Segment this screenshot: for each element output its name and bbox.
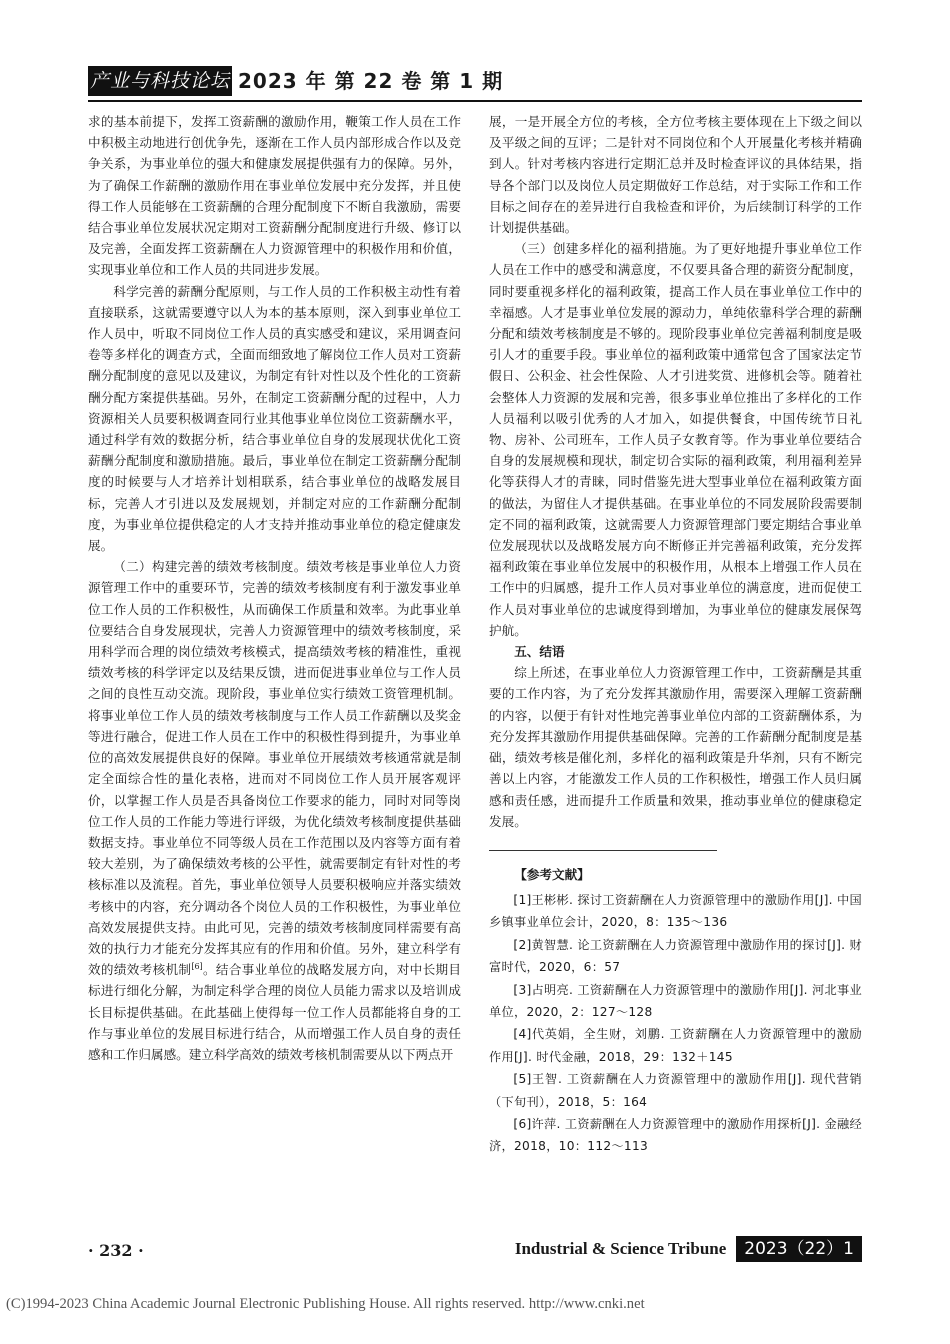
paragraph: 求的基本前提下，发挥工资薪酬的激励作用，鞭策工作人员在工作中积极主动地进行创优争先，逐渐在工作人员内部形成合作以及竞争关系，为事业单位的强大和健康发展提供强有力的保障。另外，为了确保工作薪酬的激励作用在事业单位发展中充分发挥，并且使得工作人员能够在工资薪酬的合理分配制度下不断自我激励，需要结合事业单位发展状况定期对工资薪酬分配制度进行升级、修订以及完善，全面发挥工资薪酬在人力资源管理中的积极作用和价值，实现事业单位和工作人员的共同进步发展。 xyxy=(88,114,461,278)
references-divider xyxy=(489,850,717,851)
page-footer xyxy=(515,1236,862,1262)
journal-english-name: Industrial & Science Tribune xyxy=(514,1239,727,1258)
reference-item: [2]黄智慧. 论工资薪酬在人力资源管理中激励作用的探讨[J]. 财富时代，2020，6：57 xyxy=(489,937,862,975)
paragraph-body: 为了更好地提升事业单位工作人员在工作中的感受和满意度，不仅要具备合理的薪资分配制度，同时要重视多样化的福利政策，提高工作人员在事业单位工作中的幸福感。人才是事业单位发展的源动力，单纯依靠科学合理的薪酬分配和绩效考核制度是不够的。现阶段事业单位完善福利制度是吸引人才的重要手段。事业单位的福利政策中通常包含了国家法定节假日、公积金、社会性保险、人才引进奖赏、进修机会等。随着社会整体人力资源的发展和完善，很多事业单位推出了多样化的工作人员福利以吸引优秀的人才加入，如提供餐食，中国传统节日礼物、房补、公司班车，工作人员子女教育等。作为事业单位要结合自身的发展规模和现状，制定切合实际的福利政策，利用福利差异化等获得人才的青睐，同时借鉴先进大型事业单位在福利政策方面的做法，为留住人才提供基础。在事业单位的不同发展阶段需要制定不同的福利政策，这就需要人力资源管理部门要定期结合事业单位发展现状以及战略发展方向不断修正并完善福利政策，充分发挥福利政策在事业单位发展中的积极作用，从根本上增强工作人员在工作中的归属感，提升工作人员对事业单位的满意度，进而促使工作人员对事业单位的忠诚度得到增加，为事业单位的健康发展保驾护航。 xyxy=(489,241,863,638)
paragraph xyxy=(88,556,461,1065)
reference-item: [4]代英娟，全生财，刘鹏. 工资薪酬在人力资源管理中的激励作用[J]. 时代金融，2018，29：132＋145 xyxy=(489,1027,862,1064)
reference-item: [3]占明亮. 工资薪酬在人力资源管理中的激励作用[J]. 河北事业单位，2020，2：127～128 xyxy=(489,982,862,1019)
issue-label: 2023 年 第 22 卷 第 1 期 xyxy=(238,69,504,93)
subsection-heading: （三）创建多样化的福利措施。 xyxy=(514,241,695,257)
issue-box: 2023（22）1 xyxy=(736,1236,862,1262)
right-column xyxy=(489,111,862,1158)
paragraph: 展，一是开展全方位的考核，全方位考核主要体现在上下级之间以及平级之间的互评；二是针对不同岗位和个人开展量化考核并精确到人。针对考核内容进行定期汇总并及时检查评议的具体结果，指导各个部门以及岗位人员定期做好工作总结，对于实际工作和工作目标之间存在的差异进行自我检查和评价，为后续制订科学的工作计划提供基础。 xyxy=(489,114,862,236)
header-rule xyxy=(88,100,862,102)
paragraph-tail: 。结合事业单位的战略发展方向，对中长期目标进行细化分解，为制定科学合理的岗位人员能力需求以及培训成长目标提供基础。在此基础上使得每一位工作人员都能将自身的工作与事业单位的发展目标进行结合，从而增强工作人员自身的责任感和工作归属感。建立科学高效的绩效考核机制需要从以下两点开 xyxy=(88,962,462,1062)
paragraph xyxy=(489,238,862,641)
journal-name-box: 产业与科技论坛 xyxy=(88,66,232,96)
page-header xyxy=(88,66,862,96)
subsection-heading: （二）构建完善的绩效考核制度。 xyxy=(113,559,307,575)
citation-mark: [6] xyxy=(191,961,203,971)
copyright-notice: (C)1994-2023 China Academic Journal Electronic Publishing House. All rights reserved. http://www.cnki.net xyxy=(6,1296,645,1312)
paragraph: 综上所述，在事业单位人力资源管理工作中，工资薪酬是其重要的工作内容，为了充分发挥其激励作用，需要深入理解工资薪酬的内容，以便于有针对性地完善事业单位内部的工资薪酬体系，为充分发挥其激励作用提供基础保障。完善的工作薪酬分配制度是基础，绩效考核是催化剂，多样化的福利政策是升华剂，只有不断完善以上内容，才能激发工作人员的工作积极性，增强工作人员归属感和责任感，进而提升工作质量和效果，推动事业单位的健康稳定发展。 xyxy=(489,665,862,829)
reference-item: [5]王智. 工资薪酬在人力资源管理中的激励作用[J]. 现代营销（下旬刊），2018，5：164 xyxy=(489,1072,862,1109)
section-title: 五、结语 xyxy=(514,644,565,660)
paragraph: 科学完善的薪酬分配原则，与工作人员的工作积极主动性有着直接联系，这就需要遵守以人为本的基本原则，深入到事业单位工作人员中，听取不同岗位工作人员的真实感受和建议，采用调查问卷等多样化的调查方式，全面而细致地了解岗位工作人员对工资薪酬分配制度的意见以及建议，为制定有针对性以及个性化的工资薪酬分配方案提供基础。另外，在制定工资薪酬分配的过程中，人力资源相关人员要积极调查同行业其他事业单位岗位工资薪酬水平，通过科学有效的数据分析，结合事业单位自身的发展现状优化工资薪酬分配制度和激励措施。最后，事业单位在制定工资薪酬分配制度的时候要与人才培养计划相联系，结合事业单位的战略发展目标，完善人才引进以及发展规划，并制定对应的工作薪酬分配制度，为事业单位提供稳定的人才支持并推动事业单位的稳定健康发展。 xyxy=(88,283,461,554)
references-title: 【参考文献】 xyxy=(514,866,590,882)
reference-list xyxy=(489,889,862,1158)
paragraph-body: 绩效考核是事业单位人力资源管理工作中的重要环节，完善的绩效考核制度有利于激发事业单位工作人员的工作积极性，从而确保工作质量和效率。为此事业单位要结合自身发展现状，完善人力资源管理中的绩效考核制度，采用科学而合理的岗位绩效考核模式，提高绩效考核的精准性，重视绩效考核的科学评定以及结果反馈，进而促进事业单位与工作人员之间的良性互动交流。现阶段，事业单位实行绩效工资管理机制。将事业单位工作人员的绩效考核制度与工作人员工作薪酬以及奖金等进行融合，促进工作人员在工作中的积极性得到提升，为事业单位的高效发展提供良好的保障。事业单位开展绩效考核通常就是制定全面综合性的量化表格，进而对不同岗位工作人员开展客观评价，以掌握工作人员是否具备岗位工作要求的能力，同时对同等岗位工作人员的工作能力等进行评级，为优化绩效考核制度提供基础数据支持。事业单位不同等级人员在工作范围以及内容等方面有着较大差别，为了确保绩效考核的公平性，就需要制定有针对性的考核标准以及流程。首先，事业单位领导人员要积极响应并落实绩效考核中的内容，充分调动各个岗位人员的工作积极性，为事业单位高效发展提供支持。由此可见，完善的绩效考核制度同样需要有高效的执行力才能充分发挥其应有的作用和价值。另外，建立科学有效的绩效考核机制 xyxy=(88,559,462,978)
left-column xyxy=(88,111,461,1065)
reference-item: [1]王彬彬. 探讨工资薪酬在人力资源管理中的激励作用[J]. 中国乡镇事业单位会计，2020，8：135～136 xyxy=(489,892,862,930)
page-number: · 232 · xyxy=(88,1241,144,1260)
reference-item: [6]许萍. 工资薪酬在人力资源管理中的激励作用探析[J]. 金融经济，2018，10：112～113 xyxy=(489,1116,862,1154)
